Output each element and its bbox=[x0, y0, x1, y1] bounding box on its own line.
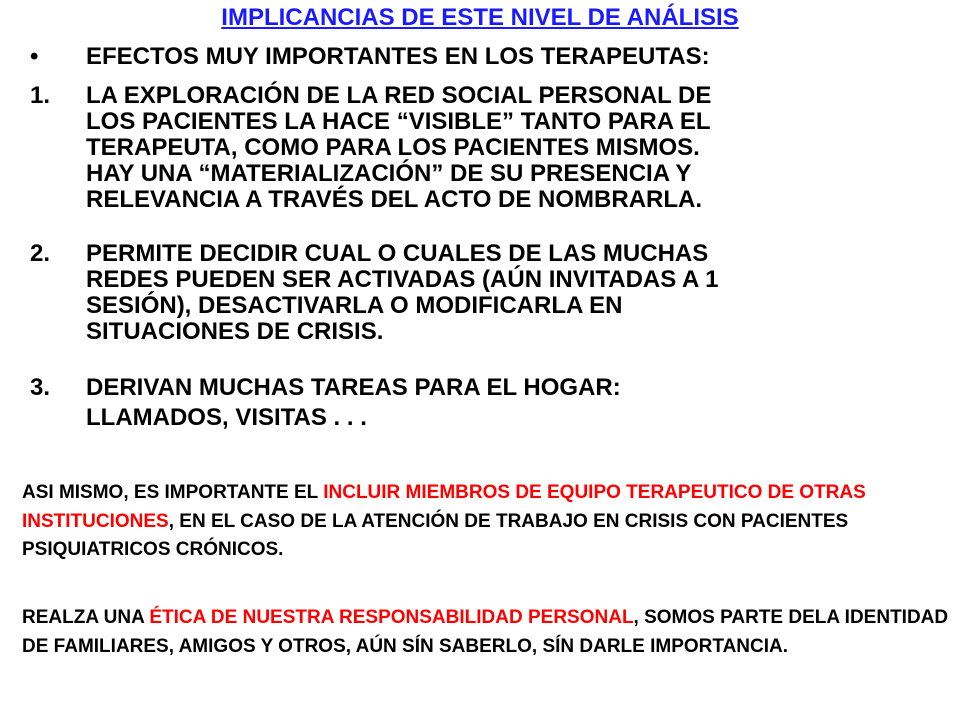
note-text: ASI MISMO, ES IMPORTANTE EL bbox=[22, 482, 324, 503]
list-item-number: 3. bbox=[30, 374, 51, 401]
list-item-1 bbox=[30, 83, 950, 213]
bullet-icon: • bbox=[30, 43, 39, 70]
note-text: , EN EL CASO DE LA ATENCIÓN DE TRABAJO EN CRISIS CON PACIENTES PSIQUIATRICOS CRÓNICOS. bbox=[22, 510, 849, 560]
note-highlight: ÉTICA DE NUESTRA RESPONSABILIDAD PERSONAL bbox=[149, 607, 634, 628]
bullet-heading bbox=[30, 43, 710, 71]
note-highlight: INCLUIR MIEMBROS DE EQUIPO TERAPEUTICO DE OTRAS INSTITUCIONES bbox=[22, 482, 866, 532]
list-item-3 bbox=[30, 373, 950, 433]
list-item-text: DERIVAN MUCHAS TAREAS PARA EL HOGAR: LLAMADOS, VISITAS . . . bbox=[86, 374, 621, 431]
list-item-number: 1. bbox=[30, 82, 51, 109]
list-item-number: 2. bbox=[30, 240, 51, 267]
list-item-text: PERMITE DECIDIR CUAL O CUALES DE LAS MUCHAS REDES PUEDEN SER ACTIVADAS (AÚN INVITADAS A 1 SESIÓN), DESACTIVARLA O MODIFICARLA EN SITUACIONES DE CRISIS. bbox=[86, 240, 719, 345]
note-text: , SOMOS PARTE DELA IDENTIDAD DE FAMILIARES, AMIGOS Y OTROS, AÚN SÍN SABERLO, SÍN DARLE IMPORTANCIA. bbox=[22, 607, 949, 657]
note-text: REALZA UNA bbox=[22, 607, 150, 628]
list-item-2 bbox=[30, 241, 950, 345]
slide-title: IMPLICANCIAS DE ESTE NIVEL DE ANÁLISIS bbox=[221, 4, 739, 31]
note-paragraph-2 bbox=[22, 604, 952, 661]
note-paragraph-1 bbox=[22, 479, 952, 565]
list-item-text: LA EXPLORACIÓN DE LA RED SOCIAL PERSONAL DE LOS PACIENTES LA HACE “VISIBLE” TANTO PARA EL TERAPEUTA, COMO PARA LOS PACIENTES MISMOS. HAY UNA “MATERIALIZACIÓN” DE SU PRESENCIA Y RELEVANCIA A TRAVÉS DEL ACTO DE NOMBRARLA. bbox=[86, 82, 712, 213]
bullet-text: EFECTOS MUY IMPORTANTES EN LOS TERAPEUTAS: bbox=[86, 43, 710, 70]
